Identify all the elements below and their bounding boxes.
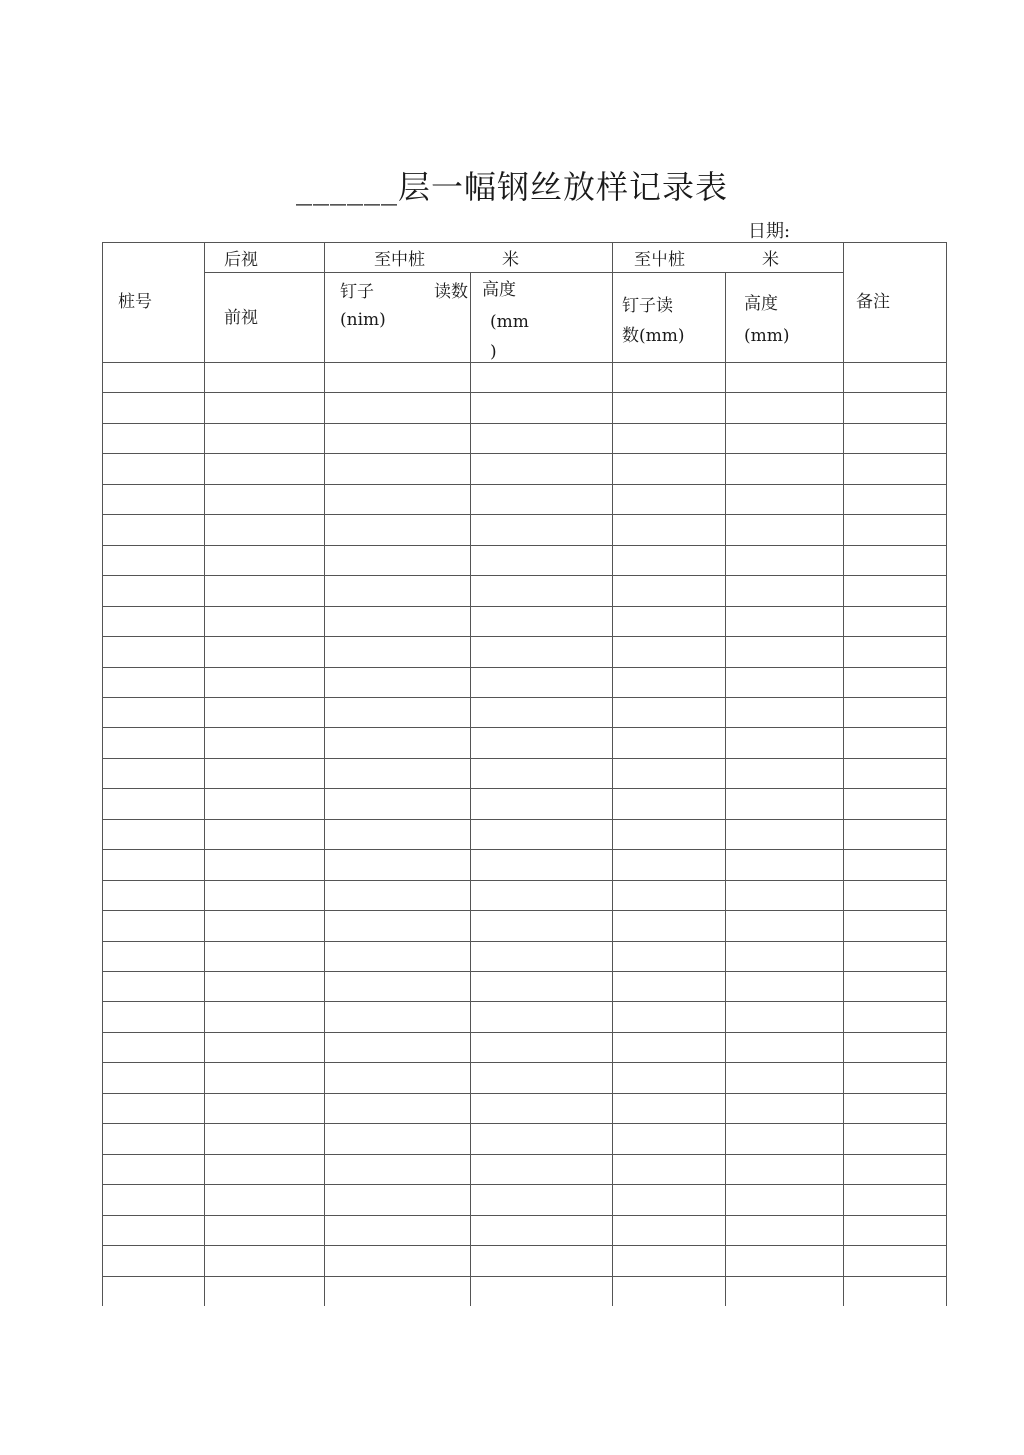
row-divider [102, 484, 947, 485]
row-divider [102, 941, 947, 942]
row-divider [102, 1215, 947, 1216]
form-title: ______层一幅钢丝放样记录表 [295, 168, 728, 206]
header-to-center-pile-2: 至屮桩 [634, 250, 685, 270]
row-divider [102, 1276, 947, 1277]
header-meter-1: 米 [502, 250, 519, 270]
row-divider [102, 392, 947, 393]
row-divider [102, 880, 947, 881]
header-bottom-border [102, 362, 947, 363]
row-divider [102, 910, 947, 911]
header-nail-reading-2a: 钉子读 [622, 296, 673, 316]
row-divider [102, 606, 947, 607]
column-divider [843, 242, 844, 1306]
header-height-unit-1b: ) [490, 342, 497, 362]
row-divider [102, 667, 947, 668]
header-nail-label-1: 钉子 [340, 282, 374, 302]
header-reading-label-1: 读数 [434, 282, 468, 302]
header-nail-reading-2b: 数(mm) [622, 326, 685, 346]
row-divider [102, 1032, 947, 1033]
header-remark: 备注 [856, 292, 890, 312]
row-divider [102, 514, 947, 515]
row-divider [102, 697, 947, 698]
header-pile-no: 桩号 [118, 292, 152, 312]
column-divider [204, 242, 205, 1306]
row-divider [102, 727, 947, 728]
column-divider [324, 242, 325, 1306]
header-meter-2: 米 [762, 250, 779, 270]
header-height-unit-1a: (mm [490, 312, 529, 332]
row-divider [102, 636, 947, 637]
row-divider [102, 1184, 947, 1185]
row-divider [102, 1154, 947, 1155]
row-divider [102, 849, 947, 850]
row-divider [102, 1062, 947, 1063]
header-divider [204, 272, 844, 273]
row-divider [102, 1123, 947, 1124]
header-to-center-pile-1: 至中桩 [374, 250, 425, 270]
header-foresight: 前视 [224, 308, 258, 328]
row-divider [102, 423, 947, 424]
row-divider [102, 788, 947, 789]
header-height-label-1: 高度 [482, 280, 516, 300]
row-divider [102, 758, 947, 759]
row-divider [102, 1093, 947, 1094]
row-divider [102, 1245, 947, 1246]
column-divider [612, 242, 613, 1306]
column-divider [725, 272, 726, 1306]
table-left-border [102, 242, 103, 1306]
row-divider [102, 545, 947, 546]
date-label: 日期: [748, 221, 791, 242]
record-table [102, 242, 946, 1306]
header-height-label-2: 高度 [744, 294, 778, 314]
row-divider [102, 819, 947, 820]
row-divider [102, 453, 947, 454]
header-height-unit-2: (mm) [744, 326, 790, 346]
header-backsight: 后视 [224, 250, 258, 270]
table-top-border [102, 242, 947, 243]
row-divider [102, 971, 947, 972]
row-divider [102, 1001, 947, 1002]
column-divider [470, 272, 471, 1306]
table-right-border [946, 242, 947, 1306]
header-unit-label-1: (nim) [340, 310, 386, 330]
row-divider [102, 575, 947, 576]
